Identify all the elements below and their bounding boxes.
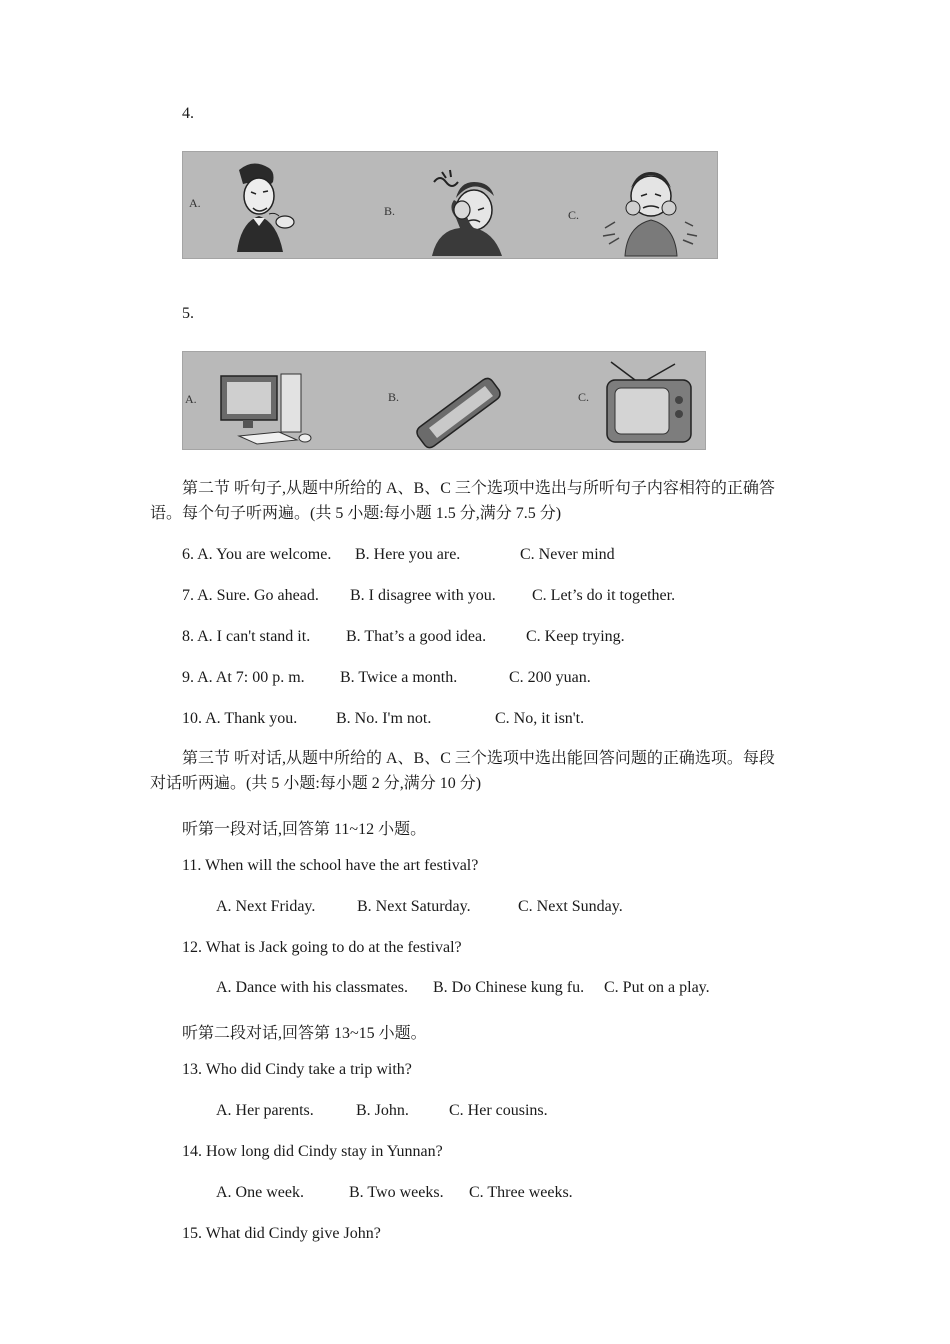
q5-option-a-label: A. xyxy=(185,392,197,406)
television-icon xyxy=(607,362,691,442)
headache-boy-icon xyxy=(432,170,502,256)
q13-option-c: C. Her cousins. xyxy=(449,1102,548,1119)
q9-option-c: C. 200 yuan. xyxy=(509,669,591,686)
q4-option-c-label: C. xyxy=(568,208,580,222)
q12-question: 12. What is Jack going to do at the festival? xyxy=(182,939,462,956)
q14-option-c: C. Three weeks. xyxy=(469,1184,573,1201)
q4-option-b-label: B. xyxy=(384,204,396,218)
q12-option-c: C. Put on a play. xyxy=(604,979,710,996)
coughing-man-icon xyxy=(237,163,294,252)
section-3-line-1: 第三节 听对话,从题中所给的 A、B、C 三个选项中选出能回答问题的正确选项。每段 xyxy=(182,750,775,767)
section-2-line-1: 第二节 听句子,从题中所给的 A、B、C 三个选项中选出与所听句子内容相符的正确答 xyxy=(182,480,775,497)
computer-icon xyxy=(221,374,311,444)
q15-question: 15. What did Cindy give John? xyxy=(182,1225,381,1242)
toothache-boy-icon xyxy=(603,172,697,256)
q6-option-a: 6. A. You are welcome. xyxy=(182,546,332,563)
q8-option-c: C. Keep trying. xyxy=(526,628,625,645)
q6-option-b: B. Here you are. xyxy=(355,546,461,563)
q7-option-c: C. Let’s do it together. xyxy=(532,587,676,604)
dialog-2-instruction: 听第二段对话,回答第 13~15 小题。 xyxy=(182,1025,427,1042)
question-5-number: 5. xyxy=(182,305,194,322)
q7-option-b: B. I disagree with you. xyxy=(350,587,496,604)
q5-option-b-label: B. xyxy=(388,390,400,404)
section-2-line-2: 语。每个句子听两遍。(共 5 小题:每小题 1.5 分,满分 7.5 分) xyxy=(150,505,562,522)
q4-illustrations xyxy=(183,152,717,258)
q8-option-a: 8. A. I can't stand it. xyxy=(182,628,311,645)
q13-question: 13. Who did Cindy take a trip with? xyxy=(182,1061,412,1078)
q14-question: 14. How long did Cindy stay in Yunnan? xyxy=(182,1143,443,1160)
question-5-picture-strip xyxy=(182,351,706,450)
q10-option-b: B. No. I'm not. xyxy=(336,710,432,727)
q13-option-a: A. Her parents. xyxy=(216,1102,314,1119)
q14-option-b: B. Two weeks. xyxy=(349,1184,444,1201)
q10-option-a: 10. A. Thank you. xyxy=(182,710,298,727)
q12-option-b: B. Do Chinese kung fu. xyxy=(433,979,585,996)
q12-option-a: A. Dance with his classmates. xyxy=(216,979,408,996)
q11-option-b: B. Next Saturday. xyxy=(357,898,471,915)
section-2-instructions xyxy=(150,476,815,526)
q7-option-a: 7. A. Sure. Go ahead. xyxy=(182,587,319,604)
q9-option-a: 9. A. At 7: 00 p. m. xyxy=(182,669,305,686)
question-4-picture-strip xyxy=(182,151,718,259)
q14-option-a: A. One week. xyxy=(216,1184,304,1201)
q13-option-b: B. John. xyxy=(356,1102,409,1119)
q6-option-c: C. Never mind xyxy=(520,546,615,563)
q5-illustrations xyxy=(183,352,705,449)
q4-option-a-label: A. xyxy=(189,196,201,210)
section-3-instructions xyxy=(150,746,815,796)
q11-question: 11. When will the school have the art festival? xyxy=(182,857,479,874)
q10-option-c: C. No, it isn't. xyxy=(495,710,585,727)
section-3-line-2: 对话听两遍。(共 5 小题:每小题 2 分,满分 10 分) xyxy=(150,775,482,792)
smartphone-icon xyxy=(417,378,500,447)
q9-option-b: B. Twice a month. xyxy=(340,669,458,686)
q8-option-b: B. That’s a good idea. xyxy=(346,628,487,645)
q11-option-a: A. Next Friday. xyxy=(216,898,316,915)
dialog-1-instruction: 听第一段对话,回答第 11~12 小题。 xyxy=(182,821,427,838)
q5-option-c-label: C. xyxy=(578,390,590,404)
question-4-number: 4. xyxy=(182,105,194,122)
q11-option-c: C. Next Sunday. xyxy=(518,898,623,915)
